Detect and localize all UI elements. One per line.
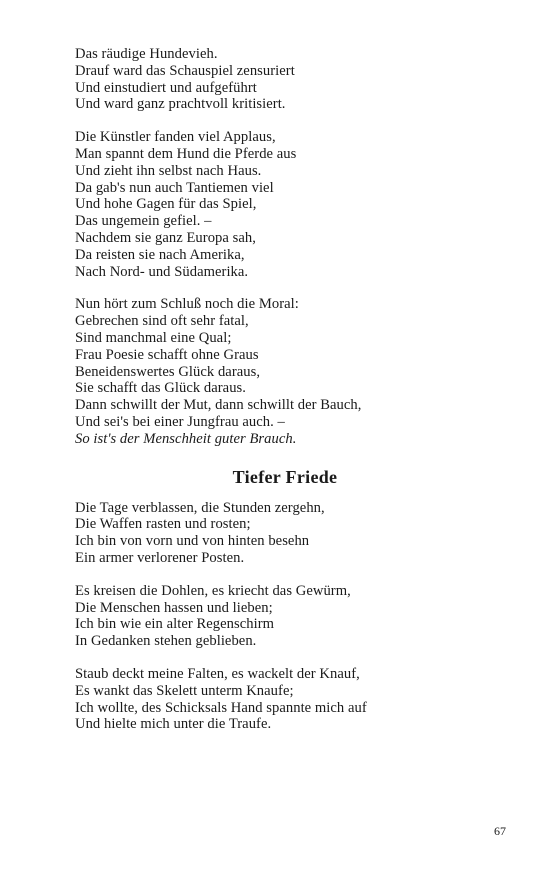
verse-line: Die Künstler fanden viel Applaus, <box>75 129 276 146</box>
verse-line: Und sei's bei einer Jungfrau auch. – <box>75 413 285 430</box>
verse-line: Frau Poesie schafft ohne Graus <box>75 346 259 363</box>
stanza <box>75 583 495 650</box>
verse-line: Man spannt dem Hund die Pferde aus <box>75 145 297 162</box>
verse-line: Da gab's nun auch Tantiemen viel <box>75 179 274 196</box>
verse-line: Nach Nord- und Südamerika. <box>75 263 249 280</box>
stanza <box>75 666 495 733</box>
verse-line: In Gedanken stehen geblieben. <box>75 633 257 650</box>
verse-line: Und zieht ihn selbst nach Haus. <box>75 162 262 179</box>
verse-line: Das räudige Hundevieh. <box>75 46 218 62</box>
stanza <box>75 46 495 113</box>
verse-line: Nachdem sie ganz Europa sah, <box>75 229 256 246</box>
verse-line: Ich bin von vorn und von hinten besehn <box>75 533 310 550</box>
poem-tiefer-friede <box>75 500 495 734</box>
verse-line: Die Tage verblassen, die Stunden zergehn, <box>75 499 325 516</box>
verse-line: Das ungemein gefiel. – <box>75 213 212 230</box>
stanza <box>75 296 495 447</box>
verse-line: Ich bin wie ein alter Regenschirm <box>75 616 275 633</box>
verse-line: Und einstudiert und aufgeführt <box>75 79 257 96</box>
verse-line: Die Menschen hassen und lieben; <box>75 599 273 616</box>
page-content <box>75 46 495 749</box>
stanza <box>75 500 495 567</box>
verse-line: Es kreisen die Dohlen, es kriecht das Gewürm, <box>75 582 351 599</box>
verse-line: Es wankt das Skelett unterm Knaufe; <box>75 682 294 699</box>
verse-line: Und hohe Gagen für das Spiel, <box>75 196 257 213</box>
verse-line: Und hielte mich unter die Traufe. <box>75 716 272 733</box>
verse-line: Ein armer verlorener Posten. <box>75 549 245 566</box>
stanza <box>75 129 495 280</box>
verse-line: Ich wollte, des Schicksals Hand spannte mich auf <box>75 699 367 716</box>
page-number: 67 <box>494 824 506 838</box>
verse-line: Beneidenswertes Glück daraus, <box>75 363 261 380</box>
verse-line: So ist's der Menschheit guter Brauch. <box>75 430 297 447</box>
verse-line: Staub deckt meine Falten, es wackelt der Knauf, <box>75 665 360 682</box>
verse-line: Die Waffen rasten und rosten; <box>75 516 251 533</box>
verse-line: Gebrechen sind oft sehr fatal, <box>75 313 249 330</box>
verse-line: Nun hört zum Schluß noch die Moral: <box>75 296 299 313</box>
verse-line: Sie schafft das Glück daraus. <box>75 380 246 397</box>
verse-line: Sind manchmal eine Qual; <box>75 329 232 346</box>
poem-title: Tiefer Friede <box>232 466 338 487</box>
verse-line: Dann schwillt der Mut, dann schwillt der Bauch, <box>75 397 362 414</box>
verse-line: Und ward ganz prachtvoll kritisiert. <box>75 96 286 113</box>
verse-line: Drauf ward das Schauspiel zensuriert <box>75 62 295 79</box>
verse-line: Da reisten sie nach Amerika, <box>75 246 245 263</box>
poem-continued <box>75 46 495 448</box>
